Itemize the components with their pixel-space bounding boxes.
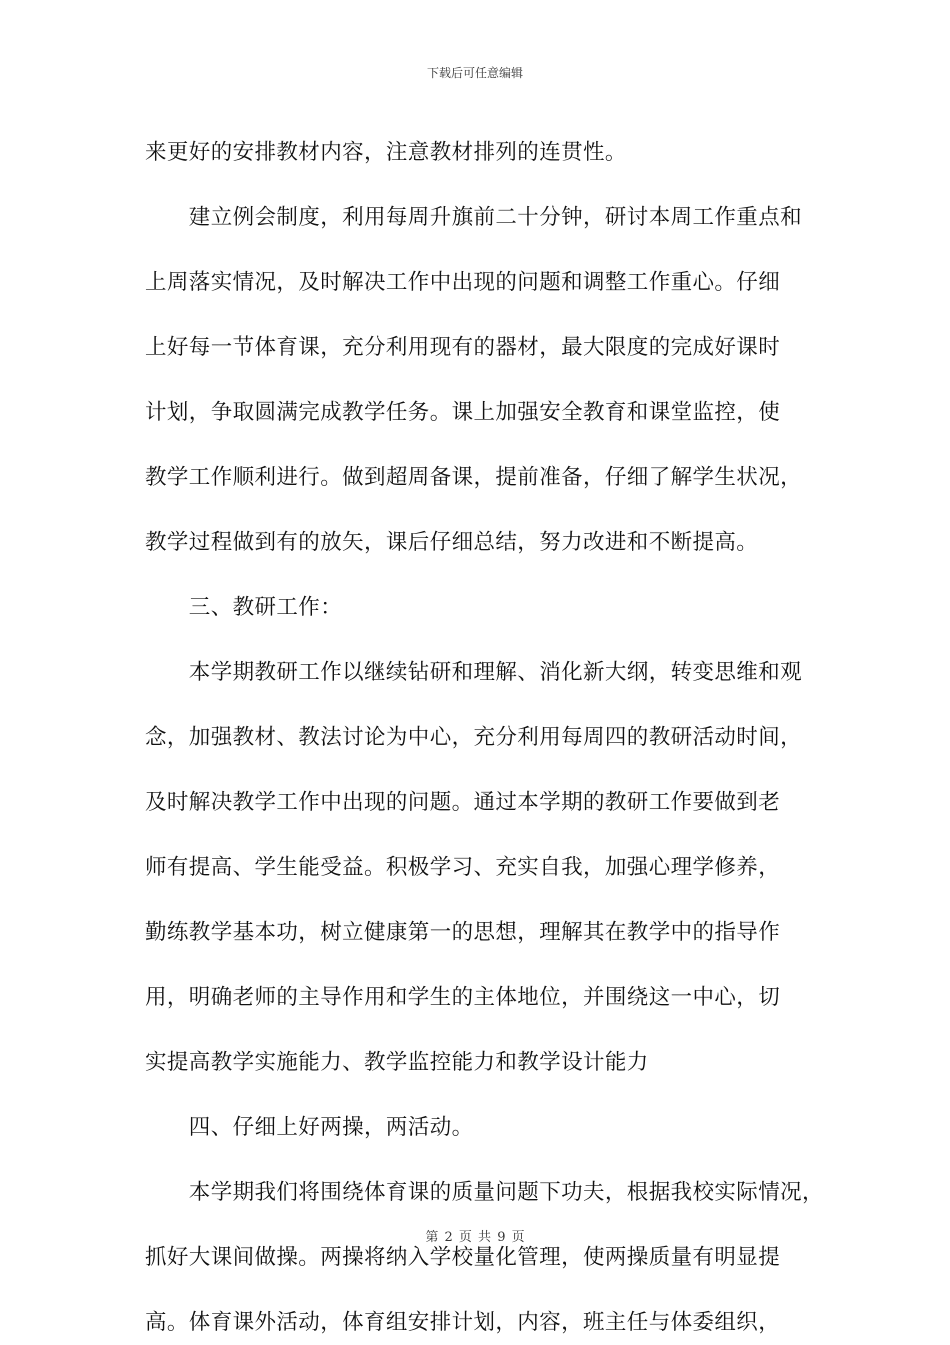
text-line-10: 念，加强教材、教法讨论为中心，充分利用每周四的教研活动时间，	[145, 725, 803, 750]
page-header: 下载后可任意编辑	[426, 66, 523, 80]
line-gap	[145, 240, 845, 260]
text-line-18: 抓好大课间做操。两操将纳入学校量化管理，使两操质量有明显提	[145, 1245, 781, 1270]
line-gap	[145, 500, 845, 520]
text-line-1: 来更好的安排教材内容，注意教材排列的连贯性。	[145, 140, 627, 165]
line-gap	[145, 825, 845, 845]
text-line-3: 上周落实情况，及时解决工作中出现的问题和调整工作重心。仔细	[145, 270, 781, 295]
section-heading-3: 三、教研工作：	[145, 595, 343, 620]
text-line-17: 本学期我们将围绕体育课的质量问题下功夫，根据我校实际情况，	[145, 1180, 824, 1205]
text-line-4: 上好每一节体育课，充分利用现有的器材，最大限度的完成好课时	[145, 335, 781, 360]
paragraph-gap	[145, 565, 845, 585]
text-line-2: 建立例会制度，利用每周升旗前二十分钟，研讨本周工作重点和	[145, 205, 803, 230]
line-gap	[145, 890, 845, 910]
text-line-14: 用，明确老师的主导作用和学生的主体地位，并围绕这一中心，切	[145, 985, 781, 1010]
paragraph-gap	[145, 175, 845, 195]
line-gap	[145, 435, 845, 455]
text-line-13: 勤练教学基本功，树立健康第一的思想，理解其在教学中的指导作	[145, 920, 781, 945]
line-gap	[145, 1280, 845, 1300]
text-line-12: 师有提高、学生能受益。积极学习、充实自我，加强心理学修养，	[145, 855, 781, 880]
text-line-11: 及时解决教学工作中出现的问题。通过本学期的教研工作要做到老	[145, 790, 781, 815]
line-gap	[145, 760, 845, 780]
paragraph-gap	[145, 1085, 845, 1105]
paragraph-gap	[145, 1150, 845, 1170]
line-gap	[145, 1020, 845, 1040]
text-line-7: 教学过程做到有的放矢，课后仔细总结，努力改进和不断提高。	[145, 530, 759, 555]
text-line-5: 计划，争取圆满完成教学任务。课上加强安全教育和课堂监控，使	[145, 400, 781, 425]
text-line-19: 高。体育课外活动，体育组安排计划，内容，班主任与体委组织，	[145, 1310, 781, 1335]
line-gap	[145, 695, 845, 715]
text-line-6: 教学工作顺利进行。做到超周备课，提前准备，仔细了解学生状况，	[145, 465, 803, 490]
text-line-15: 实提高教学实施能力、教学监控能力和教学设计能力	[145, 1050, 649, 1075]
paragraph-gap	[145, 630, 845, 650]
page-footer: 第 2 页 共 9 页	[425, 1230, 525, 1245]
line-gap	[145, 955, 845, 975]
section-heading-4: 四、仔细上好两操，两活动。	[145, 1115, 474, 1140]
text-line-9: 本学期教研工作以继续钻研和理解、消化新大纲，转变思维和观	[145, 660, 803, 685]
line-gap	[145, 305, 845, 325]
line-gap	[145, 370, 845, 390]
document-body	[145, 130, 845, 1345]
